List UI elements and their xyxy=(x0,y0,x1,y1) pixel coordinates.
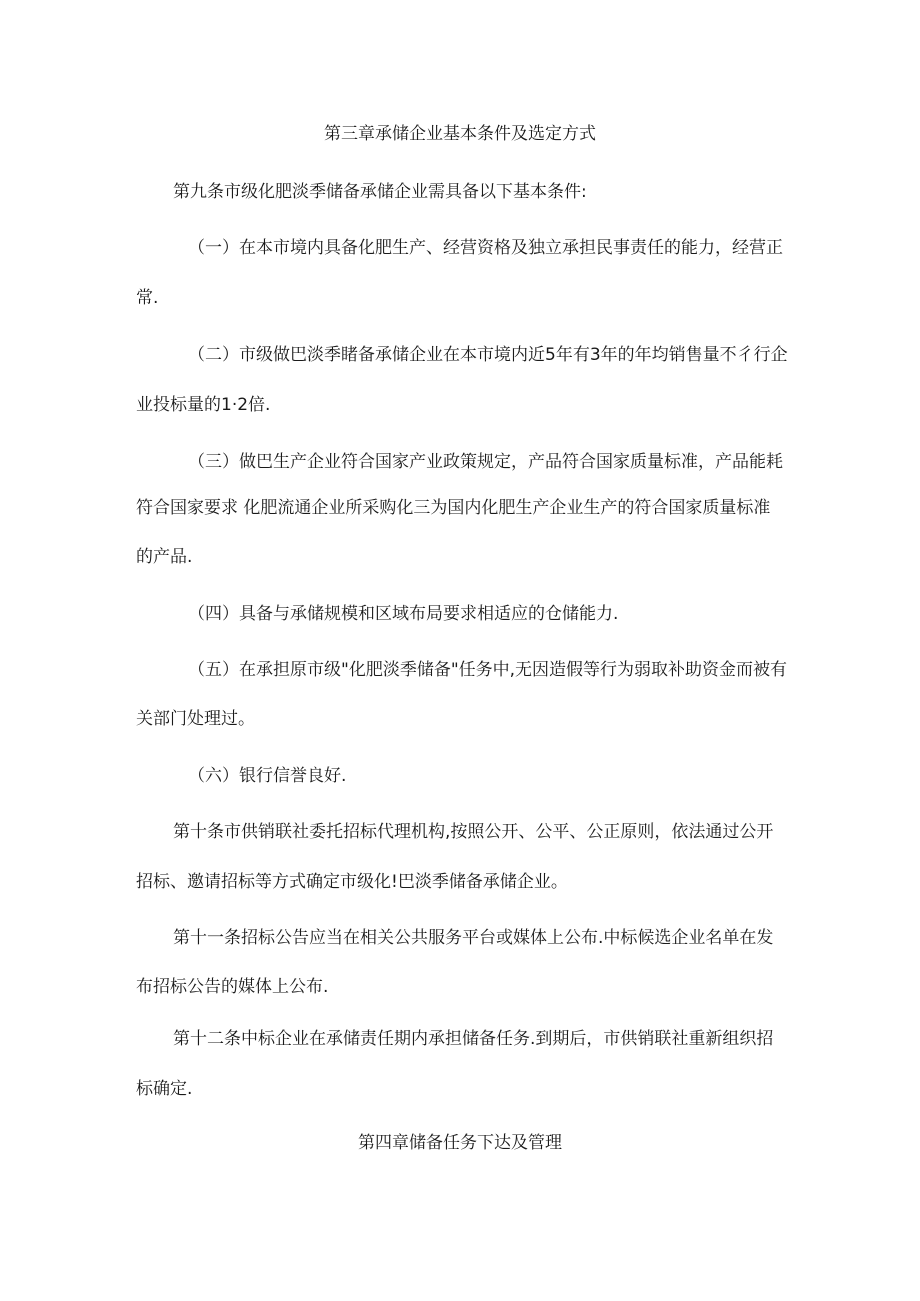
article-11-line-2: 布招标公告的媒体上公布. xyxy=(136,977,329,997)
article-10-line-1: 第十条市供销联社委托招标代理机构,按照公开、公平、公正原则，依法通过公开 xyxy=(173,822,774,842)
item-5-line-1: （五）在承担原市级"化肥淡季储备"任务中,无因造假等行为弱取补助资金而被有 xyxy=(188,660,788,680)
item-1-line-1: （一）在本市境内具备化肥生产、经营资格及独立承担民事责任的能力，经营正 xyxy=(188,238,783,258)
item-2-line-1: （二）市级做巴淡季睹备承储企业在本市境内近5年有3年的年均销售量不彳行企 xyxy=(188,345,788,365)
chapter-3-title: 第三章承储企业基本条件及选定方式 xyxy=(324,124,596,144)
article-9: 第九条市级化肥淡季储备承储企业需具备以下基本条件: xyxy=(173,182,587,202)
item-3-line-3: 的产品. xyxy=(136,547,193,567)
item-2-line-2: 业投标量的1·2倍. xyxy=(136,395,271,415)
item-3-line-1: （三）做巴生产企业符合国家产业政策规定，产品符合国家质量标准，产品能耗 xyxy=(188,452,783,472)
item-6: （六）银行信誉良好. xyxy=(188,766,347,786)
item-5-line-2: 关部门处理过。 xyxy=(136,709,255,729)
article-11-line-1: 第十一条招标公告应当在相关公共服务平台或媒体上公布.中标候选企业名单在发 xyxy=(173,928,774,948)
article-12-line-1: 第十二条中标企业在承储责任期内承担储备任务.到期后，市供销联社重新组织招 xyxy=(173,1029,774,1049)
chapter-4-title: 第四章储备任务下达及管理 xyxy=(358,1133,562,1153)
item-3-line-2: 符合国家要求 化肥流通企业所采购化三为国内化肥生产企业生产的符合国家质量标准 xyxy=(136,498,771,518)
item-4: （四）具备与承储规模和区域布局要求相适应的仓储能力. xyxy=(188,604,619,624)
article-10-line-2: 招标、邀请招标等方式确定市级化!巴淡季储备承储企业。 xyxy=(136,872,568,892)
item-1-line-2: 常. xyxy=(136,288,159,308)
article-12-line-2: 标确定. xyxy=(136,1079,193,1099)
